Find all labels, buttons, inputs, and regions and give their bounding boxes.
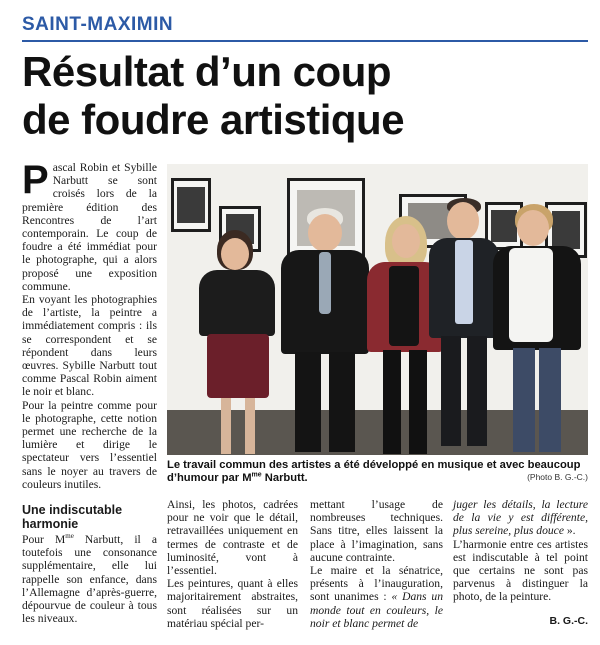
paragraph: Pour la peintre comme pour le photographe, cette notion permet une recherche de la lumière et dirige le spectateur vers l’essentiel sans le noyer au travers de couleurs inutiles. xyxy=(22,398,157,491)
subheading: Une indiscutable harmonie xyxy=(22,503,123,532)
paragraph xyxy=(22,158,157,293)
paragraph: En voyant les photographies de l’artiste, la peintre a immédiatement compris : ils se correspondent et se répondent dans leurs œuvres. Sybille Narbutt tout comme Pascal Robin aiment le noir et blanc. xyxy=(22,293,157,399)
paragraph-text: Narbutt, il a toutefois une consonance supplémentaire, elle lui rappelle son enfance, dans l’Allemagne d’après-guerre, dépourvue de couleur à tous les niveaux. xyxy=(22,533,157,626)
superscript: me xyxy=(251,471,262,479)
quote-text: juger les détails, la lecture de la vie y est différente, plus sereine, plus douce xyxy=(453,498,588,538)
paragraph: Les peintures, quant à elles majoritairement abstraites, sont réalisées sur un matériau spécial per- xyxy=(167,577,298,630)
article-column-2 xyxy=(167,498,298,630)
artwork-frame xyxy=(171,178,211,232)
photo-credit: (Photo B. G.-C.) xyxy=(527,472,588,482)
caption-text: Narbutt. xyxy=(261,472,308,485)
rubric-divider xyxy=(22,40,588,42)
superscript: me xyxy=(65,532,74,541)
paragraph-text: ». xyxy=(563,524,576,538)
headline-line-1: Résultat d’un coup xyxy=(22,48,391,95)
article-column-4 xyxy=(453,498,588,604)
paragraph-text: Pour M xyxy=(22,533,66,547)
section-rubric: SAINT-MAXIMIN xyxy=(22,14,174,35)
quote-text: « Dans un monde tout en couleurs, le noir et blanc permet de xyxy=(310,590,443,630)
article-headline xyxy=(22,48,588,144)
article-column-3 xyxy=(310,498,443,630)
paragraph-text: ascal Robin et Sybille Narbutt se sont croisés lors de la première édition des Rencontres de l’art contemporain. Le coup de foudre a été immédiat pour le photographe, qui a alors proposé une exposition commune. xyxy=(22,161,157,293)
article-photo xyxy=(167,164,588,455)
paragraph-text: Le maire et la sénatrice, présents à l’inauguration, sont unanimes : xyxy=(310,564,443,604)
paragraph xyxy=(22,533,157,625)
photo-caption xyxy=(167,459,588,486)
paragraph: mettant l’usage de nombreuses techniques. Sans titre, elles laissent la place à l’imagination, sans aucune contrainte. xyxy=(310,498,443,564)
dropcap: P xyxy=(22,158,49,202)
headline-line-2: de foudre artistique xyxy=(22,96,405,143)
article-column-1 xyxy=(22,158,157,626)
paragraph xyxy=(453,498,588,538)
author-signature: B. G.-C. xyxy=(549,615,588,627)
paragraph: Ainsi, les photos, cadrées pour ne voir que le détail, retravaillées uniquement en termes de contraste et de luminosité, vont à l’essentiel. xyxy=(167,498,298,578)
caption-text: Le travail commun des artistes a été développé en musique et avec beaucoup d’humour par M xyxy=(167,459,581,485)
paragraph xyxy=(310,564,443,630)
paragraph: L’harmonie entre ces artistes est indiscutable à tel point que certains ne sont pas parvenus à distinguer la photo, de la peinture. xyxy=(453,537,588,604)
